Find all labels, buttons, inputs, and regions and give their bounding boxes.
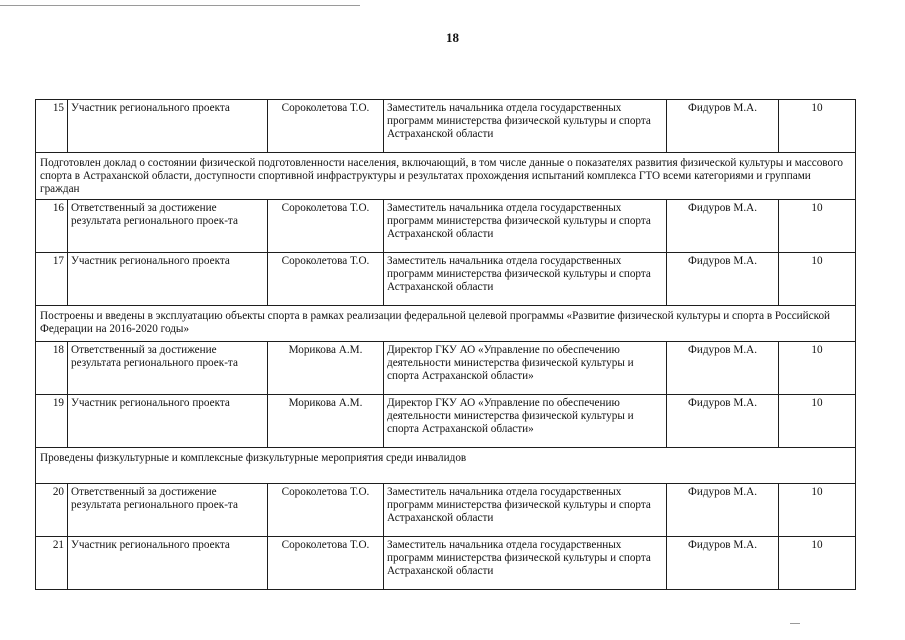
- workload-cell: 10: [779, 100, 856, 153]
- person-cell: Морикова А.М.: [268, 395, 384, 448]
- section-row: [36, 153, 856, 200]
- section-row: [36, 448, 856, 484]
- role-cell: Ответственный за достижение результата регионального проек-та: [68, 484, 268, 537]
- table-row: [36, 395, 856, 448]
- page-number: 18: [446, 30, 459, 45]
- row-number: 16: [36, 200, 68, 253]
- supervisor-cell: Фидуров М.А.: [667, 100, 779, 153]
- project-team-table: [35, 99, 856, 590]
- table-row: [36, 537, 856, 590]
- workload-cell: 10: [779, 200, 856, 253]
- position-cell: Заместитель начальника отдела государственных программ министерства физической культуры и спорта Астраханской области: [384, 200, 667, 253]
- position-cell: Заместитель начальника отдела государственных программ министерства физической культуры и спорта Астраханской области: [384, 100, 667, 153]
- workload-cell: 10: [779, 484, 856, 537]
- role-cell: Участник регионального проекта: [68, 537, 268, 590]
- person-cell: Морикова А.М.: [268, 342, 384, 395]
- workload-cell: 10: [779, 395, 856, 448]
- row-number: 15: [36, 100, 68, 153]
- top-rule: [0, 5, 360, 6]
- table-row: [36, 484, 856, 537]
- role-cell: Участник регионального проекта: [68, 253, 268, 306]
- position-cell: Заместитель начальника отдела государственных программ министерства физической культуры и спорта Астраханской области: [384, 253, 667, 306]
- section-row: [36, 306, 856, 342]
- section-title: Подготовлен доклад о состоянии физической подготовленности населения, включающий, в том числе данные о показателях развития физической культуры и массового спорта в Астраханской области, доступности спортивной инфраструктуры и результатах прохождения испытаний комплекса ГТО всеми категориями и группами граждан: [36, 153, 856, 200]
- workload-cell: 10: [779, 537, 856, 590]
- row-number: 21: [36, 537, 68, 590]
- table-row: [36, 200, 856, 253]
- row-number: 20: [36, 484, 68, 537]
- role-cell: Ответственный за достижение результата регионального проек-та: [68, 342, 268, 395]
- supervisor-cell: Фидуров М.А.: [667, 200, 779, 253]
- role-cell: Ответственный за достижение результата регионального проек-та: [68, 200, 268, 253]
- role-cell: Участник регионального проекта: [68, 395, 268, 448]
- role-cell: Участник регионального проекта: [68, 100, 268, 153]
- row-number: 18: [36, 342, 68, 395]
- table-row: [36, 253, 856, 306]
- row-number: 17: [36, 253, 68, 306]
- table-row: [36, 342, 856, 395]
- supervisor-cell: Фидуров М.А.: [667, 342, 779, 395]
- supervisor-cell: Фидуров М.А.: [667, 253, 779, 306]
- person-cell: Сороколетова Т.О.: [268, 100, 384, 153]
- person-cell: Сороколетова Т.О.: [268, 537, 384, 590]
- scan-mark: [790, 623, 800, 624]
- table-row: [36, 100, 856, 153]
- position-cell: Директор ГКУ АО «Управление по обеспечению деятельности министерства физической культуры и спорта Астраханской области»: [384, 395, 667, 448]
- section-title: Проведены физкультурные и комплексные физкультурные мероприятия среди инвалидов: [36, 448, 856, 484]
- workload-cell: 10: [779, 253, 856, 306]
- position-cell: Заместитель начальника отдела государственных программ министерства физической культуры и спорта Астраханской области: [384, 537, 667, 590]
- section-title: Построены и введены в эксплуатацию объекты спорта в рамках реализации федеральной целевой программы «Развитие физической культуры и спорта в Российской Федерации на 2016-2020 годы»: [36, 306, 856, 342]
- table-body: [36, 100, 856, 590]
- person-cell: Сороколетова Т.О.: [268, 200, 384, 253]
- person-cell: Сороколетова Т.О.: [268, 253, 384, 306]
- supervisor-cell: Фидуров М.А.: [667, 537, 779, 590]
- row-number: 19: [36, 395, 68, 448]
- workload-cell: 10: [779, 342, 856, 395]
- supervisor-cell: Фидуров М.А.: [667, 395, 779, 448]
- position-cell: Заместитель начальника отдела государственных программ министерства физической культуры и спорта Астраханской области: [384, 484, 667, 537]
- person-cell: Сороколетова Т.О.: [268, 484, 384, 537]
- supervisor-cell: Фидуров М.А.: [667, 484, 779, 537]
- position-cell: Директор ГКУ АО «Управление по обеспечению деятельности министерства физической культуры и спорта Астраханской области»: [384, 342, 667, 395]
